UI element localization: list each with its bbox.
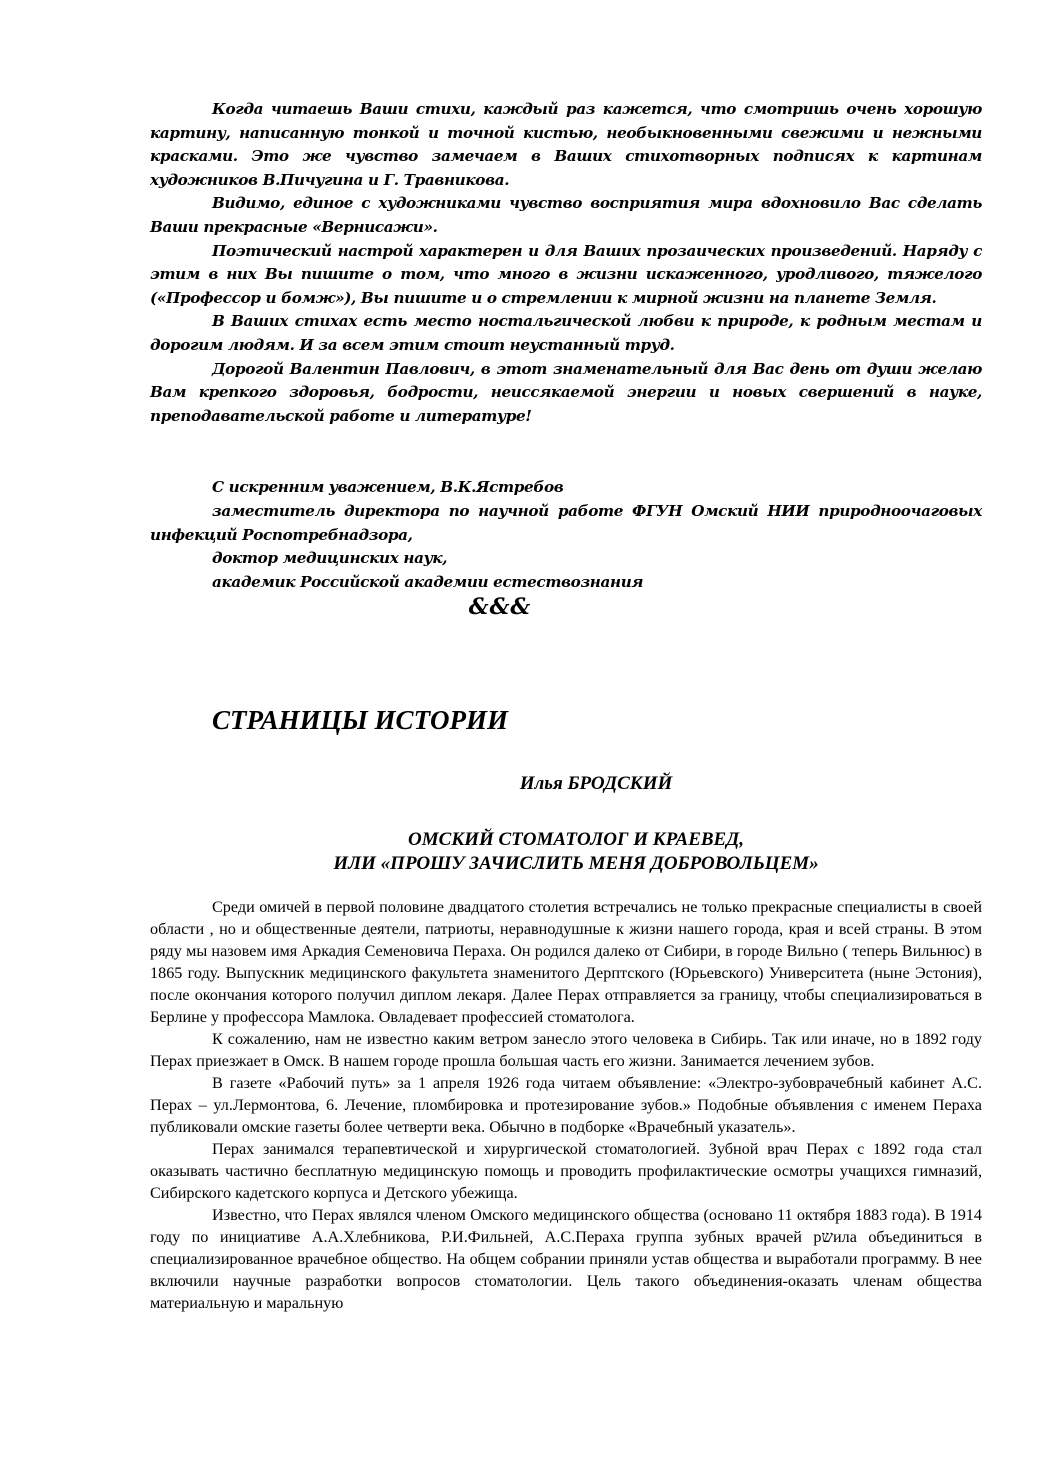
article-body — [150, 896, 982, 1314]
signature-position: заместитель директора по научной работе ФГУН Омский НИИ природноочаговых инфекций Роспотребнадзора, — [150, 501, 982, 544]
article-title — [150, 828, 982, 876]
article-paragraph: Среди омичей в первой половине двадцатого столетия встречались не только прекрасные специалисты в своей области , но и общественные деятели, патриоты, неравнодушные к жизни нашего города, края и всей страны. В этом ряду мы назовем имя Аркадия Семеновича Пераха. Он родился далеко от Сибири, в городе Вильно ( теперь Вильнюс) в 1865 году. Выпускник медицинского факультета знаменитого Дерптского (Юрьевского) Университета (ныне Эстония), после окончания которого получил диплом лекаря. Далее Перах отправляется за границу, чтобы специализироваться в Берлине у профессора Мамлока. Овладевает профессией стоматолога. — [150, 898, 982, 1027]
article-paragraph: Известно, что Перах являлся членом Омского медицинского общества (основано 11 октября 1883 года). В 1914 году по инициативе А.А.Хлебникова, Р.И.Фильней, А.С.Пераха группа зубных врачей рשила объединиться в специализированное врачебное общество. На общем собрании приняли устав общества и выработали программу. В нее включили научные разработки вопросов стоматологии. Цель такого объединения-оказать членам общества материальную и маральную — [150, 1206, 982, 1313]
letter-paragraph: Видимо, единое с художниками чувство восприятия мира вдохновило Вас сделать Ваши прекрасные «Вернисажи». — [150, 194, 982, 236]
letter-paragraph: В Ваших стихах есть место ностальгической любви к природе, к родным местам и дорогим людям. И за всем этим стоит неустанный труд. — [150, 312, 982, 354]
document-page — [150, 98, 982, 1314]
signature-block — [150, 476, 982, 594]
article-paragraph: В газете «Рабочий путь» за 1 апреля 1926 года читаем объявление: «Электро-зубоврачебный кабинет А.С. Перах – ул.Лермонтова, 6. Лечение, пломбировка и протезирование зубов.» Подобные объявления с именем Пераха публиковали омские газеты более четверти века. Обычно в подборке «Врачебный указатель». — [150, 1074, 982, 1137]
section-divider-ornament: &&& — [468, 594, 532, 621]
article-title-line: ИЛИ «ПРОШУ ЗАЧИСЛИТЬ МЕНЯ ДОБРОВОЛЬЦЕМ» — [333, 853, 819, 875]
article-paragraph: Перах занимался терапевтической и хирургической стоматологией. Зубной врач Перах с 1892 года стал оказывать частично бесплатную медицинскую помощь и проводить профилактические осмотры учащихся гимназий, Сибирского кадетского корпуса и Детского убежища. — [150, 1140, 982, 1203]
letter-paragraph: Поэтический настрой характерен и для Ваших прозаических произведений. Наряду с этим в них Вы пишите о том, что много в жизни искаженного, уродливого, тяжелого («Профессор и бомж»), Вы пишите и о стремлении к мирной жизни на планете Земля. — [150, 241, 982, 307]
signature-degree: доктор медицинских наук, — [212, 549, 448, 568]
letter-body — [150, 98, 982, 428]
letter-paragraph: Когда читаешь Ваши стихи, каждый раз кажется, что смотришь очень хорошую картину, написанную тонкой и точной кистью, необыкновенными свежими и нежными красками. Это же чувство замечаем в Ваших стихотворных подписях к картинам художников В.Пичугина и Г. Травникова. — [150, 100, 982, 189]
signature-academy: академик Российской академии естествознания — [212, 572, 644, 591]
section-title: СТРАНИЦЫ ИСТОРИИ — [212, 705, 509, 736]
article-paragraph: К сожалению, нам не известно каким ветром занесло этого человека в Сибирь. Так или иначе, но в 1892 году Перах приезжает в Омск. В нашем городе прошла большая часть его жизни. Занимается лечением зубов. — [150, 1030, 982, 1071]
letter-paragraph: Дорогой Валентин Павлович, в этот знаменательный для Вас день от души желаю Вам крепкого здоровья, бодрости, неиссякаемой энергии и новых свершений в науке, преподавательской работе и литературе! — [150, 359, 982, 425]
article-author: Илья БРОДСКИЙ — [519, 773, 673, 795]
article-title-line: ОМСКИЙ СТОМАТОЛОГ И КРАЕВЕД, — [408, 829, 744, 851]
signature-greeting: С искренним уважением, В.К.Ястребов — [212, 478, 564, 497]
